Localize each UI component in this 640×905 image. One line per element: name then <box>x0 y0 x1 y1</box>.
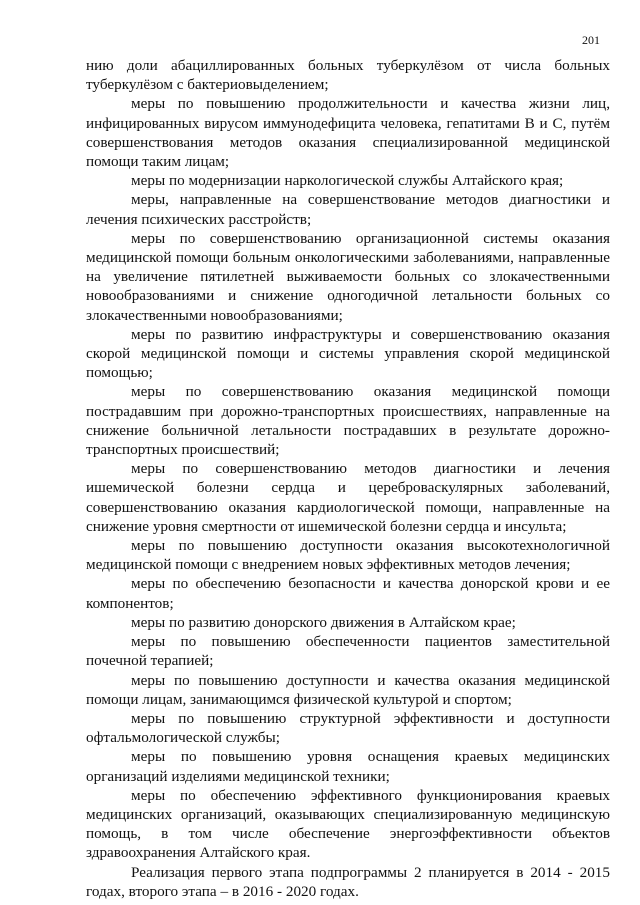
paragraph: меры по повышению обеспеченности пациентов заместительной почечной терапией; <box>86 633 610 670</box>
paragraph: меры по совершенствованию организационной системы оказания медицинской помощи больным онкологическими заболеваниями, направленные на увеличение пятилетней выживаемости больных со злокачественными новообразованиями и снижение одногодичной летальности больных со злокачественными новообразованиями; <box>86 229 610 324</box>
paragraph: меры, направленные на совершенствование методов диагностики и лечения психических расстройств; <box>86 191 610 228</box>
paragraph: нию доли абациллированных больных туберкулёзом от числа больных туберкулёзом с бактериовыделением; <box>86 57 610 94</box>
paragraph: меры по обеспечению безопасности и качества донорской крови и ее компонентов; <box>86 575 610 612</box>
paragraph: меры по повышению уровня оснащения краевых медицинских организаций изделиями медицинской техники; <box>86 748 610 785</box>
paragraph: меры по модернизации наркологической службы Алтайского края; <box>131 172 564 190</box>
paragraph: меры по повышению доступности оказания высокотехнологичной медицинской помощи с внедрением новых эффективных методов лечения; <box>86 537 610 574</box>
paragraph: меры по повышению продолжительности и качества жизни лиц, инфицированных вирусом иммунодефицита человека, гепатитами В и С, путём совершенствования методов оказания специализированной медицинской помощи таким лицам; <box>86 95 610 171</box>
paragraph: меры по совершенствованию оказания медицинской помощи пострадавшим при дорожно-транспортных происшествиях, направленные на снижение больничной летальности пострадавших в результате дорожно-транспортных происшествий; <box>86 383 610 459</box>
paragraph: меры по развитию донорского движения в Алтайском крае; <box>131 613 516 631</box>
paragraph: Реализация первого этапа подпрограммы 2 планируется в 2014 - 2015 годах, второго этапа – в 2016 - 2020 годах. <box>86 863 610 900</box>
page-number: 201 <box>582 33 600 47</box>
body-text <box>86 56 610 901</box>
paragraph: меры по повышению доступности и качества оказания медицинской помощи лицам, занимающимся физической культурой и спортом; <box>86 671 610 708</box>
paragraph: меры по повышению структурной эффективности и доступности офтальмологической службы; <box>86 709 610 747</box>
paragraph: меры по развитию инфраструктуры и совершенствованию оказания скорой медицинской помощи и системы управления скорой медицинской помощью; <box>86 325 610 382</box>
paragraph: меры по совершенствованию методов диагностики и лечения ишемической болезни сердца и цереброваскулярных заболеваний, совершенствованию оказания кардиологической помощи, направленные на снижение уровня смертности от ишемической болезни сердца и инсульта; <box>86 460 610 535</box>
paragraph: меры по обеспечению эффективного функционирования краевых медицинских организаций, оказывающих специализированную медицинскую помощь, в том числе обеспечение энергоэффективности объектов здравоохранения Алтайского края. <box>86 786 610 862</box>
